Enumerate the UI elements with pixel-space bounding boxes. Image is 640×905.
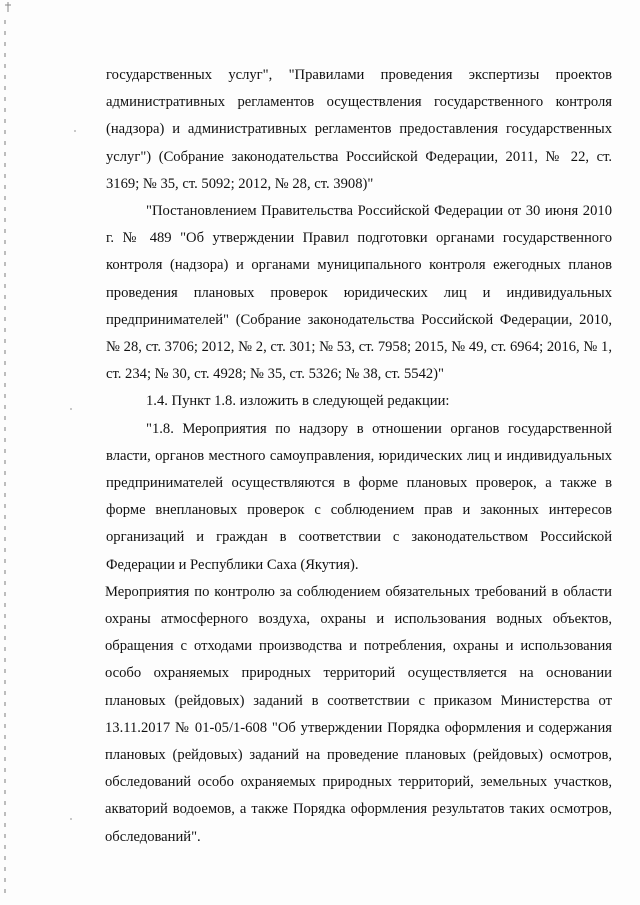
paragraph-clause-1-8: "1.8. Мероприятия по надзору в отношении органов государственной власти, органов местного самоуправления, юридических лиц и индивидуальных предпринимателей осуществляются в форме плановых проверок, а также в форме внеплановых проверок с соблюдением прав и законных интересов организаций и граждан в соответствии с законодательством Российской Федерации и Республики Саха (Якутия).: [106, 420, 612, 573]
binding-dot: [4, 625, 6, 629]
binding-dot: [4, 361, 6, 365]
binding-dot: [4, 537, 6, 541]
binding-dot: [4, 449, 6, 453]
binding-dot: [4, 383, 6, 387]
binding-dot: [4, 306, 6, 310]
scan-speck: [70, 818, 72, 820]
binding-dot: [4, 812, 6, 816]
binding-dot: [4, 174, 6, 178]
binding-dot: [4, 834, 6, 838]
paragraph-amendment-intro: 1.4. Пункт 1.8. изложить в следующей редакции:: [146, 393, 450, 410]
binding-dot: [4, 295, 6, 299]
paragraph-control-measures: Мероприятия по контролю за соблюдением обязательных требований в области охраны атмосферного воздуха, охраны и использования водных объектов, обращения с отходами производства и потребления, охраны и использования особо охраняемых природных территорий осуществляется на основании плановых (рейдовых) заданий в соответствии с приказом Министерства от 13.11.2017 № 01-05/1-608 "Об утверждении Порядка оформления и содержания плановых (рейдовых) заданий на проведение плановых (рейдовых) осмотров, обследований особо охраняемых природных территорий, земельных участков, акваторий водоемов, а также Порядка оформления результатов таких осмотров, обследований".: [105, 583, 612, 845]
binding-dot: [4, 768, 6, 772]
binding-dot: [4, 647, 6, 651]
binding-dot: [4, 724, 6, 728]
binding-dot: [4, 185, 6, 189]
document-body: [106, 62, 612, 851]
binding-dot: [4, 570, 6, 574]
scan-speck: [74, 130, 76, 132]
binding-dot: [4, 284, 6, 288]
binding-dot: [4, 713, 6, 717]
binding-dot: [4, 482, 6, 486]
binding-dot: [4, 757, 6, 761]
binding-dot: [4, 790, 6, 794]
binding-dot: [4, 394, 6, 398]
binding-dot: [4, 372, 6, 376]
binding-dot: [4, 218, 6, 222]
binding-dot: [4, 405, 6, 409]
binding-dot: [4, 746, 6, 750]
binding-dot: [4, 592, 6, 596]
binding-dot: [4, 801, 6, 805]
binding-dot: [4, 845, 6, 849]
paragraph-continuation: государственных услуг", "Правилами проведения экспертизы проектов административных регламентов осуществления государственного контроля (надзора) и административных регламентов предоставления государственных услуг") (Собрание законодательства Российской Федерации, 2011, № 22, ст. 3169; № 35, ст. 5092; 2012, № 28, ст. 3908)": [106, 67, 612, 192]
binding-dot: [4, 339, 6, 343]
binding-dot: [4, 515, 6, 519]
binding-dot: [4, 779, 6, 783]
binding-dot: [4, 141, 6, 145]
binding-dot: [4, 350, 6, 354]
binding-dot: [4, 20, 6, 24]
binding-dot: [4, 130, 6, 134]
scan-speck: [70, 408, 72, 410]
binding-dot: [4, 416, 6, 420]
binding-dot: [4, 856, 6, 860]
binding-dot: [4, 152, 6, 156]
binding-dot: [4, 42, 6, 46]
binding-dot: [4, 86, 6, 90]
binding-dot: [4, 460, 6, 464]
binding-dot: [4, 240, 6, 244]
binding-dot: [4, 581, 6, 585]
binding-dot: [4, 97, 6, 101]
binding-dot: [4, 273, 6, 277]
binding-dot: [4, 889, 6, 893]
binding-dot: [4, 658, 6, 662]
binding-dot: [4, 75, 6, 79]
binding-dot: [4, 229, 6, 233]
binding-dot: [4, 548, 6, 552]
binding-dot: [4, 614, 6, 618]
binding-dot: [4, 636, 6, 640]
binding-dot: [4, 108, 6, 112]
binding-dot: [4, 163, 6, 167]
binding-dot: [4, 735, 6, 739]
binding-dot: [4, 119, 6, 123]
binding-dot: [4, 603, 6, 607]
binding-dot: [4, 867, 6, 871]
binding-dot: [4, 559, 6, 563]
binding-dot: [4, 702, 6, 706]
paragraph-government-decree: "Постановлением Правительства Российской Федерации от 30 июня 2010 г. № 489 "Об утверждении Правил подготовки органами государственного контроля (надзора) и органами муниципального контроля ежегодных планов проведения плановых проверок юридических лиц и индивидуальных предпринимателей" (Собрание законодательства Российской Федерации, 2010, № 28, ст. 3706; 2012, № 2, ст. 301; № 53, ст. 7958; 2015, № 49, ст. 6964; 2016, № 1, ст. 234; № 30, ст. 4928; № 35, ст. 5326; № 38, ст. 5542)": [106, 203, 612, 383]
binding-dot: [4, 427, 6, 431]
binding-dot: [4, 504, 6, 508]
binding-dot: [4, 878, 6, 882]
binding-dot: [4, 196, 6, 200]
binding-dot: [4, 526, 6, 530]
binding-dot: [4, 680, 6, 684]
binding-dot: [4, 64, 6, 68]
binding-dot: [4, 471, 6, 475]
binding-edge: [2, 0, 8, 905]
binding-dot: [4, 438, 6, 442]
binding-dot: [4, 669, 6, 673]
binding-dot: [4, 328, 6, 332]
binding-dot: [4, 53, 6, 57]
binding-dot: [4, 207, 6, 211]
binding-dot: [4, 691, 6, 695]
binding-dot: [4, 493, 6, 497]
binding-dot: [4, 251, 6, 255]
binding-dot: [4, 31, 6, 35]
binding-dot: [4, 262, 6, 266]
binding-dot: [4, 317, 6, 321]
binding-dot: [4, 823, 6, 827]
